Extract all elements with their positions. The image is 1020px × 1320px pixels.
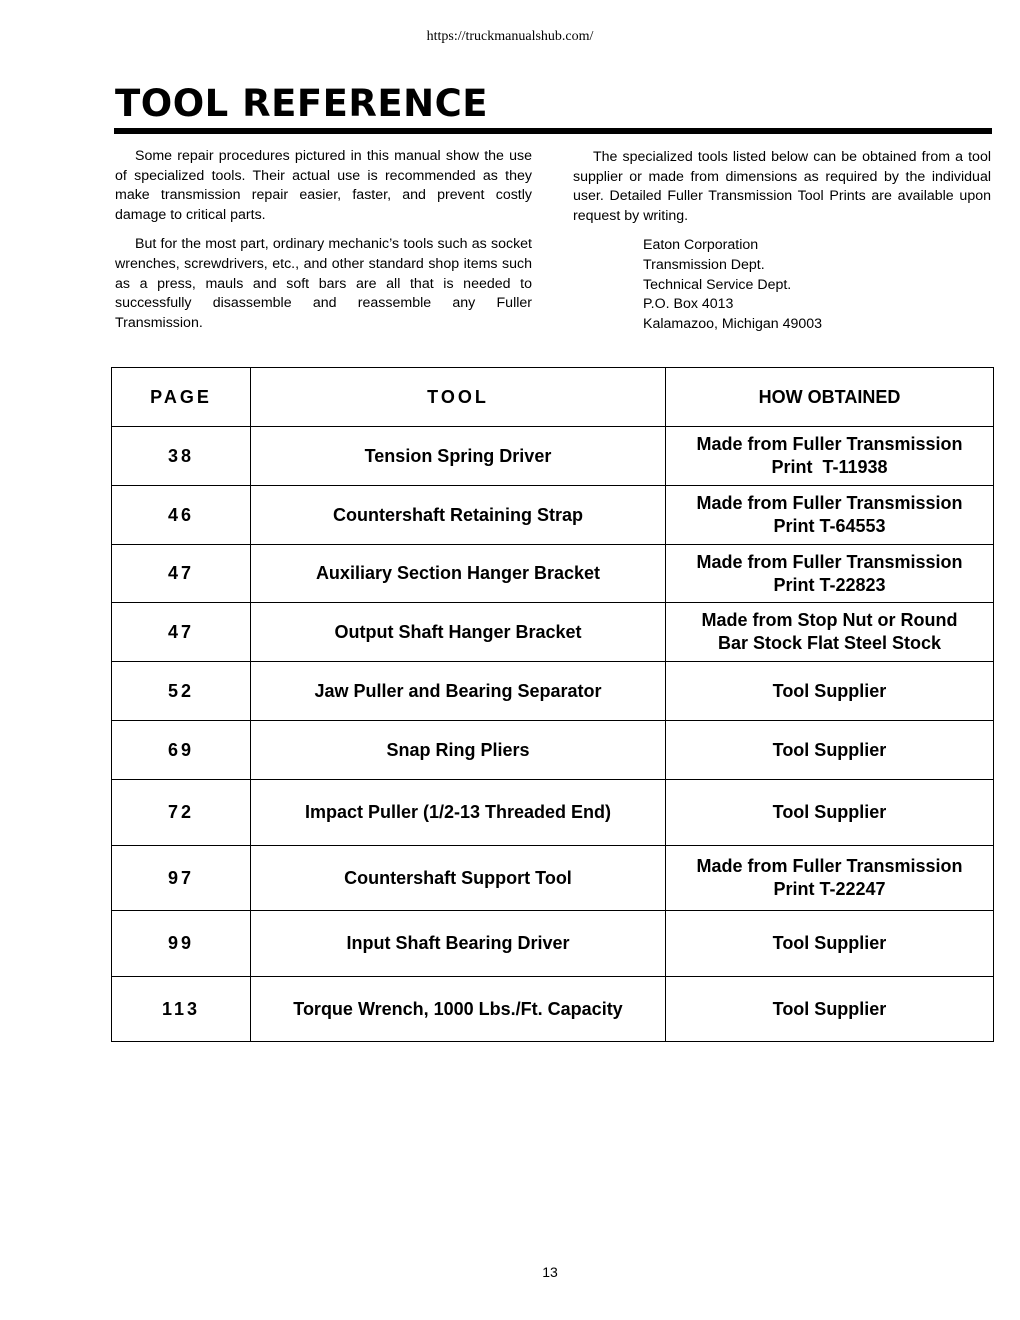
how-obtained-line: Made from Fuller Transmission	[696, 493, 963, 513]
cell-page: 99	[112, 911, 251, 977]
how-obtained-line: Print T-11938	[771, 457, 888, 477]
cell-how-obtained	[666, 545, 994, 603]
cell-tool: Output Shaft Hanger Bracket	[251, 603, 666, 662]
cell-tool: Torque Wrench, 1000 Lbs./Ft. Capacity	[251, 977, 666, 1042]
header-how-obtained: HOW OBTAINED	[666, 368, 994, 427]
table-row	[112, 780, 994, 846]
how-obtained-line: Tool Supplier	[772, 933, 887, 953]
intro-left-column	[115, 147, 532, 343]
how-obtained-line: Made from Fuller Transmission	[696, 434, 963, 454]
table-row	[112, 721, 994, 780]
how-obtained-line: Bar Stock Flat Steel Stock	[717, 633, 942, 653]
cell-how-obtained	[666, 911, 994, 977]
mailing-address	[643, 236, 991, 334]
how-obtained-line: Tool Supplier	[772, 739, 887, 760]
cell-tool: Input Shaft Bearing Driver	[251, 911, 666, 977]
cell-page: 72	[112, 780, 251, 846]
cell-tool: Snap Ring Pliers	[251, 721, 666, 780]
cell-page: 38	[112, 427, 251, 486]
how-obtained-line: Print T-22823	[773, 574, 886, 595]
address-line: Eaton Corporation	[643, 237, 759, 254]
cell-how-obtained	[666, 721, 994, 780]
table-header-row	[112, 368, 994, 427]
cell-tool: Impact Puller (1/2-13 Threaded End)	[251, 780, 666, 846]
how-obtained-line: Made from Fuller Transmission	[696, 856, 963, 876]
tool-reference-table	[111, 367, 994, 1042]
cell-tool: Tension Spring Driver	[251, 427, 666, 486]
table-row	[112, 486, 994, 545]
cell-how-obtained	[666, 427, 994, 486]
table-body	[112, 427, 994, 1042]
address-line: Transmission Dept.	[643, 256, 765, 273]
cell-page: 52	[112, 662, 251, 721]
table-row	[112, 977, 994, 1042]
how-obtained-line: Tool Supplier	[772, 680, 887, 701]
table-row	[112, 603, 994, 662]
cell-how-obtained	[666, 603, 994, 662]
how-obtained-line: Tool Supplier	[772, 802, 887, 822]
cell-page: 47	[112, 603, 251, 662]
cell-how-obtained	[666, 486, 994, 545]
table-row	[112, 846, 994, 911]
cell-page: 69	[112, 721, 251, 780]
page-title: TOOL REFERENCE	[115, 82, 489, 125]
address-line: Technical Service Dept.	[643, 276, 792, 293]
address-line: Kalamazoo, Michigan 49003	[643, 315, 823, 332]
cell-page: 97	[112, 846, 251, 911]
cell-how-obtained	[666, 662, 994, 721]
intro-paragraph-2: But for the most part, ordinary mechanic’s tools such as socket wrenches, screwdrivers, etc., and other standard shop items such as a press, mauls and soft bars are all that is needed to successfully disassemble and reassemble any Fuller Transmission.	[115, 236, 532, 331]
how-obtained-line: Made from Stop Nut or Round	[701, 610, 958, 630]
address-line: P.O. Box 4013	[643, 296, 734, 313]
header-tool: TOOL	[251, 368, 666, 427]
cell-page: 113	[112, 977, 251, 1042]
table-row	[112, 427, 994, 486]
intro-paragraph-1: Some repair procedures pictured in this manual show the use of specialized tools. Their actual use is recommended as they make transmission repair easier, faster, and prevent costly damage to critical parts.	[115, 148, 532, 223]
cell-tool: Countershaft Retaining Strap	[251, 486, 666, 545]
cell-how-obtained	[666, 977, 994, 1042]
intro-paragraph-3: The specialized tools listed below can be obtained from a tool supplier or made from dimensions as required by the individual user. Detailed Fuller Transmission Tool Prints are available upon request by writing.	[573, 149, 991, 224]
header-page: PAGE	[112, 368, 251, 427]
cell-how-obtained	[666, 780, 994, 846]
table-row	[112, 662, 994, 721]
source-url[interactable]: https://truckmanualshub.com/	[426, 29, 594, 44]
how-obtained-line: Print T-64553	[773, 516, 886, 536]
how-obtained-line: Made from Fuller Transmission	[696, 551, 963, 572]
title-rule	[114, 128, 992, 134]
how-obtained-line: Print T-22247	[773, 879, 886, 899]
cell-tool: Countershaft Support Tool	[251, 846, 666, 911]
cell-how-obtained	[666, 846, 994, 911]
page-number: 13	[542, 1264, 558, 1280]
how-obtained-line: Tool Supplier	[772, 998, 887, 1019]
cell-page: 46	[112, 486, 251, 545]
intro-right-column	[573, 148, 991, 334]
table-row	[112, 545, 994, 603]
table-row	[112, 911, 994, 977]
cell-tool: Auxiliary Section Hanger Bracket	[251, 545, 666, 603]
cell-tool: Jaw Puller and Bearing Separator	[251, 662, 666, 721]
cell-page: 47	[112, 545, 251, 603]
